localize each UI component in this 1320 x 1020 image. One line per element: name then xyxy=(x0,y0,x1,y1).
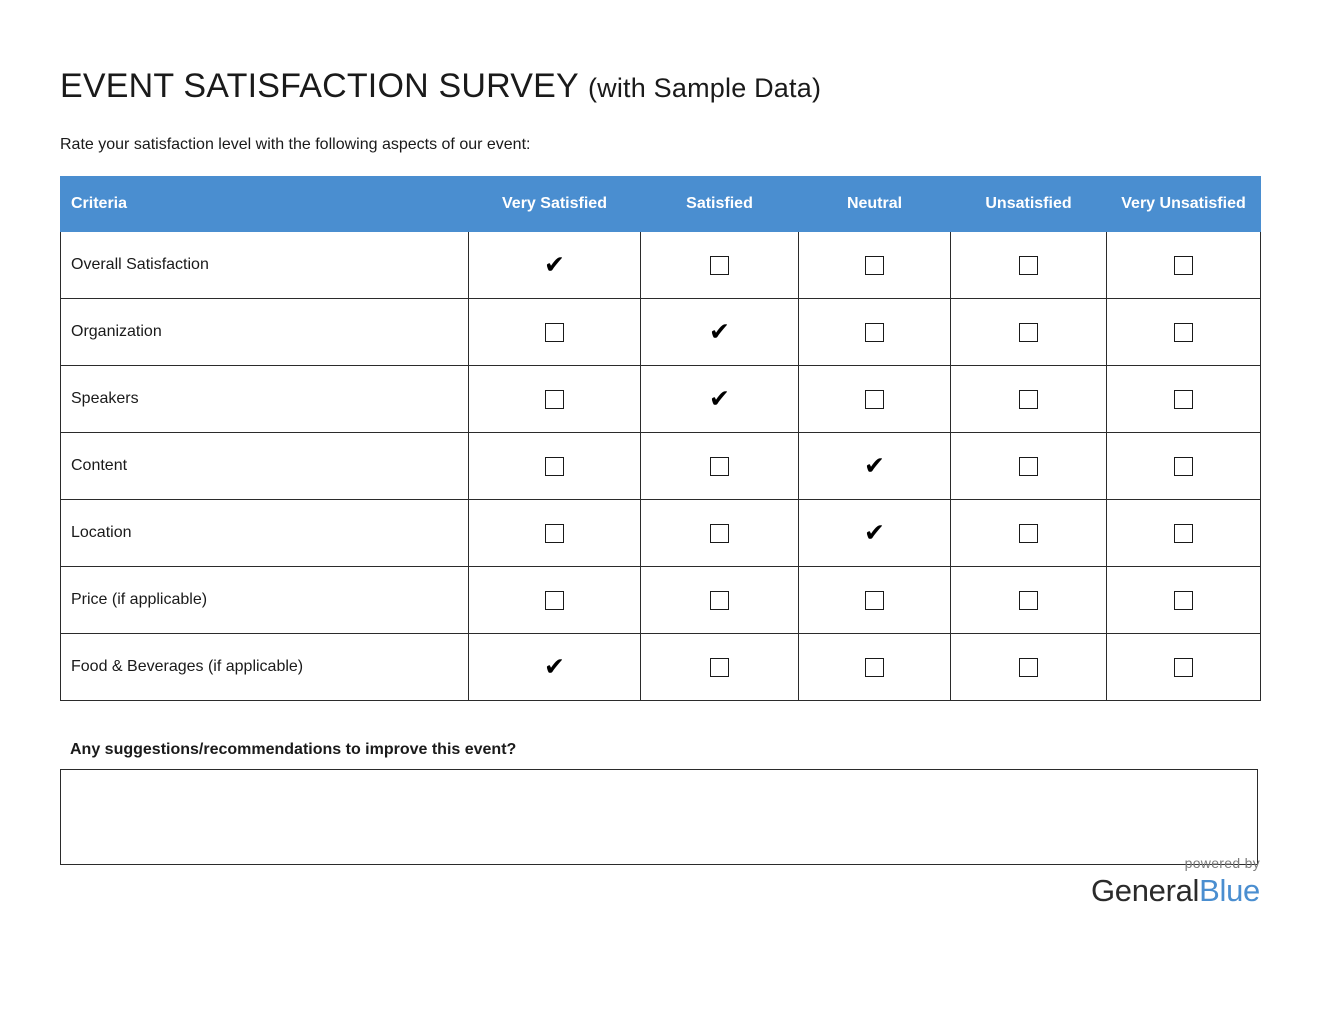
rating-cell[interactable] xyxy=(641,366,799,433)
checkbox-icon[interactable] xyxy=(1174,457,1193,476)
checkmark-icon: ✔ xyxy=(709,317,730,346)
rating-cell[interactable] xyxy=(641,567,799,634)
column-header-criteria: Criteria xyxy=(61,177,469,232)
rating-cell[interactable] xyxy=(469,366,641,433)
rating-cell[interactable] xyxy=(641,500,799,567)
checkbox-icon[interactable] xyxy=(545,457,564,476)
rating-cell[interactable] xyxy=(951,567,1107,634)
rating-cell[interactable] xyxy=(951,634,1107,701)
checkmark-icon: ✔ xyxy=(864,451,885,480)
rating-cell[interactable] xyxy=(641,433,799,500)
rating-cell[interactable] xyxy=(951,500,1107,567)
page-title xyxy=(60,68,1260,105)
table-row xyxy=(61,567,1261,634)
column-header-very-satisfied: Very Satisfied xyxy=(469,177,641,232)
rating-cell[interactable] xyxy=(1107,366,1261,433)
rating-cell[interactable] xyxy=(799,567,951,634)
generalblue-logo xyxy=(960,873,1260,909)
checkbox-icon[interactable] xyxy=(1019,323,1038,342)
checkbox-icon[interactable] xyxy=(1174,591,1193,610)
table-row xyxy=(61,634,1261,701)
checkbox-icon[interactable] xyxy=(1174,524,1193,543)
criteria-label: Food & Beverages (if applicable) xyxy=(61,634,469,701)
checkbox-icon[interactable] xyxy=(1019,457,1038,476)
rating-cell[interactable] xyxy=(469,567,641,634)
checkbox-icon[interactable] xyxy=(1174,390,1193,409)
criteria-label: Overall Satisfaction xyxy=(61,232,469,299)
table-body xyxy=(61,232,1261,701)
rating-cell[interactable] xyxy=(799,500,951,567)
checkbox-icon[interactable] xyxy=(710,256,729,275)
checkbox-icon[interactable] xyxy=(865,591,884,610)
checkbox-icon[interactable] xyxy=(1019,390,1038,409)
column-header-satisfied: Satisfied xyxy=(641,177,799,232)
rating-cell[interactable] xyxy=(799,366,951,433)
checkbox-icon[interactable] xyxy=(710,591,729,610)
instruction-text: Rate your satisfaction level with the following aspects of our event: xyxy=(60,136,531,154)
table-row xyxy=(61,232,1261,299)
rating-cell[interactable] xyxy=(1107,299,1261,366)
rating-cell[interactable] xyxy=(799,299,951,366)
rating-cell[interactable] xyxy=(951,232,1107,299)
rating-cell[interactable] xyxy=(469,634,641,701)
page-title-main: EVENT SATISFACTION SURVEY xyxy=(60,67,579,105)
checkbox-icon[interactable] xyxy=(865,323,884,342)
checkmark-icon: ✔ xyxy=(709,384,730,413)
checkbox-icon[interactable] xyxy=(710,457,729,476)
checkbox-icon[interactable] xyxy=(545,390,564,409)
table-row xyxy=(61,299,1261,366)
table-header-row xyxy=(61,177,1261,232)
checkbox-icon[interactable] xyxy=(710,524,729,543)
suggestions-label: Any suggestions/recommendations to improve this event? xyxy=(70,741,517,759)
checkmark-icon: ✔ xyxy=(544,250,565,279)
checkbox-icon[interactable] xyxy=(865,256,884,275)
rating-cell[interactable] xyxy=(1107,500,1261,567)
checkbox-icon[interactable] xyxy=(545,591,564,610)
column-header-very-unsatisfied: Very Unsatisfied xyxy=(1107,177,1261,232)
rating-cell[interactable] xyxy=(469,500,641,567)
satisfaction-table xyxy=(60,176,1261,701)
checkbox-icon[interactable] xyxy=(1174,256,1193,275)
brand-block xyxy=(960,855,1260,909)
rating-cell[interactable] xyxy=(469,232,641,299)
table-row xyxy=(61,433,1261,500)
rating-cell[interactable] xyxy=(951,299,1107,366)
rating-cell[interactable] xyxy=(951,366,1107,433)
column-header-unsatisfied: Unsatisfied xyxy=(951,177,1107,232)
checkbox-icon[interactable] xyxy=(710,658,729,677)
rating-cell[interactable] xyxy=(1107,634,1261,701)
column-header-neutral: Neutral xyxy=(799,177,951,232)
checkbox-icon[interactable] xyxy=(1019,256,1038,275)
criteria-label: Location xyxy=(61,500,469,567)
rating-cell[interactable] xyxy=(799,232,951,299)
checkbox-icon[interactable] xyxy=(1019,591,1038,610)
logo-text-blue: Blue xyxy=(1199,873,1260,908)
rating-cell[interactable] xyxy=(469,433,641,500)
checkbox-icon[interactable] xyxy=(545,524,564,543)
criteria-label: Price (if applicable) xyxy=(61,567,469,634)
checkbox-icon[interactable] xyxy=(1019,524,1038,543)
rating-cell[interactable] xyxy=(469,299,641,366)
page-title-sub: (with Sample Data) xyxy=(587,73,822,103)
table-row xyxy=(61,500,1261,567)
rating-cell[interactable] xyxy=(799,433,951,500)
rating-cell[interactable] xyxy=(641,232,799,299)
checkbox-icon[interactable] xyxy=(865,658,884,677)
document-page xyxy=(60,0,1260,1020)
checkbox-icon[interactable] xyxy=(1019,658,1038,677)
rating-cell[interactable] xyxy=(641,299,799,366)
checkbox-icon[interactable] xyxy=(865,390,884,409)
criteria-label: Speakers xyxy=(61,366,469,433)
rating-cell[interactable] xyxy=(1107,567,1261,634)
rating-cell[interactable] xyxy=(641,634,799,701)
rating-cell[interactable] xyxy=(951,433,1107,500)
checkmark-icon: ✔ xyxy=(864,518,885,547)
criteria-label: Content xyxy=(61,433,469,500)
rating-cell[interactable] xyxy=(1107,433,1261,500)
powered-by-label: powered by xyxy=(1184,855,1260,871)
rating-cell[interactable] xyxy=(799,634,951,701)
checkbox-icon[interactable] xyxy=(1174,658,1193,677)
logo-text-general: General xyxy=(1090,873,1200,908)
rating-cell[interactable] xyxy=(1107,232,1261,299)
checkbox-icon[interactable] xyxy=(1174,323,1193,342)
suggestions-input[interactable] xyxy=(60,769,1258,865)
criteria-label: Organization xyxy=(61,299,469,366)
checkbox-icon[interactable] xyxy=(545,323,564,342)
table-row xyxy=(61,366,1261,433)
checkmark-icon: ✔ xyxy=(544,652,565,681)
